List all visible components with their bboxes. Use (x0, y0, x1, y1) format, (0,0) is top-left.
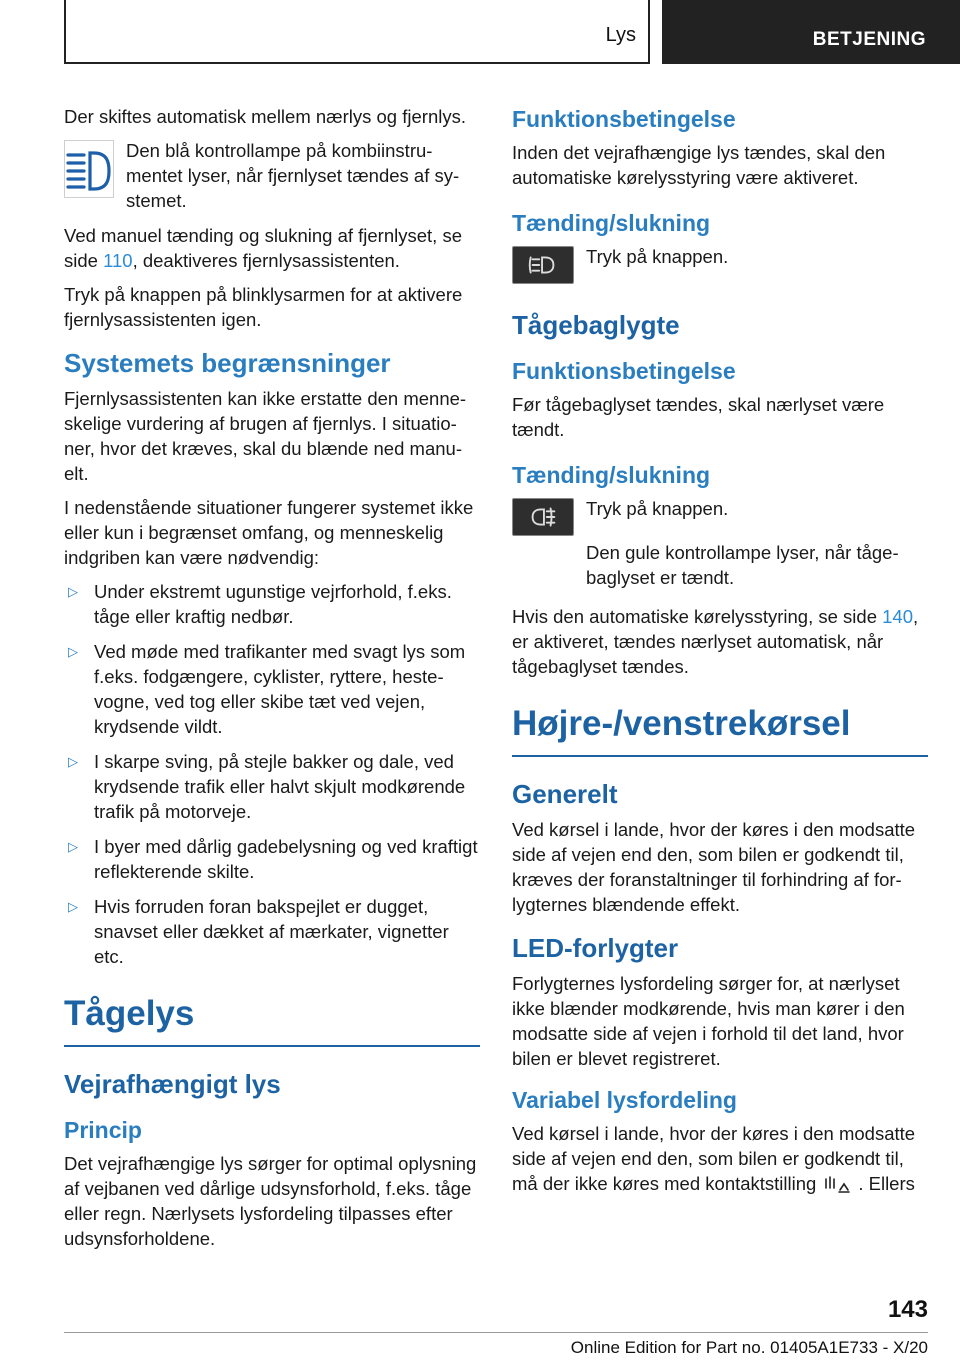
high-beam-note-text: Den blå kontrollampe på kombiinstrumentet lyser, når fjernlyset tændes af systemet. (126, 140, 460, 211)
text-span: , deaktiveres fjernlysassistenten. (132, 250, 400, 271)
triangle-bullet-icon: ▷ (68, 644, 78, 659)
text-span: . Ellers (858, 1173, 915, 1194)
heading-general: Generelt (512, 779, 618, 809)
footer-edition: Online Edition for Part no. 01405A1E733 - X/20 (570, 1338, 928, 1357)
heading-variable-light-distribution: Variabel lysfordeling (512, 1087, 737, 1113)
right-column (512, 104, 928, 1205)
high-beam-indicator-icon (64, 140, 114, 204)
heading-weather-light: Vejrafhængigt lys (64, 1069, 281, 1099)
paragraph (512, 604, 928, 679)
paragraph: Ved kørsel i lande, hvor der køres i den modsatte side af vejen end den, som bilen er godkendt til, kræves der foranstaltninger til forhindring af forlygternes blændende effekt. (512, 819, 916, 915)
heading-function-condition: Funktionsbetingelse (512, 106, 736, 132)
press-button-text: Tryk på knappen. (586, 498, 729, 519)
paragraph: Inden det vejrafhængige lys tændes, skal den automatiske kørelysstyring være aktiveret. (512, 142, 886, 188)
paragraph: Før tågebaglyset tændes, skal nærlyset være tændt. (512, 394, 885, 440)
heading-fog-lights: Tågelys (64, 991, 480, 1047)
paragraph (64, 223, 480, 273)
triangle-bullet-icon: ▷ (68, 584, 78, 599)
paragraph: Der skiftes automatisk mellem nærlys og fjernlys. (64, 106, 466, 127)
list-item (64, 749, 480, 824)
text-span: Ved kørsel i lande, hvor der køres i den modsatte side af vejen end den, som bilen er godkendt til, må der ikke køres med kontaktstilling (512, 1123, 916, 1194)
paragraph: Forlygternes lysfordeling sørger for, at nærlyset ikke blænder modkørende, hvis man kører i den modsatte side af vejen i forhold til det land, hvor bilen er blevet registreret. (512, 973, 905, 1069)
paragraph: Fjernlysassistenten kan ikke erstatte den menneskelige vurdering af brugen af fjernlys. I situationer, hvor det kræves, skal du blænde ned manuelt. (64, 388, 467, 484)
limitations-list (64, 579, 480, 969)
page-link-140[interactable]: 140 (882, 606, 914, 627)
list-item-text: Hvis forruden foran bakspejlet er dugget, snavset eller dækket af mærkater, vignetter etc. (94, 896, 449, 967)
heading-right-left-traffic: Højre-/venstrekørsel (512, 701, 928, 757)
heading-function-condition: Funktionsbetingelse (512, 358, 736, 384)
list-item-text: I skarpe sving, på stejle bakker og dale, ved krydsende trafik eller halvt skjult modkørende trafik på motorveje. (94, 751, 466, 822)
footer-divider (64, 1332, 928, 1333)
paragraph (512, 1121, 928, 1196)
press-button-text: Tryk på knappen. (586, 246, 729, 267)
fog-button-instruction (512, 244, 928, 290)
header-chapter-tab (662, 0, 960, 64)
list-item (64, 894, 480, 969)
text-span: , er aktiveret, tændes nærlyset automatisk, når tågebaglyset tændes. (512, 606, 919, 677)
heading-led-headlights: LED-forlygter (512, 933, 679, 963)
list-item-text: I byer med dårlig gadebelysning og ved kraftigt reflekterende skilte. (94, 836, 478, 882)
text-span: Hvis den automatiske kørelysstyring, se side (512, 606, 883, 627)
triangle-bullet-icon: ▷ (68, 754, 78, 769)
list-item-text: Under ekstremt ugunstige vejrforhold, f.eks. tåge eller kraftig nedbør. (94, 581, 452, 627)
text-span: Ved manuel tænding og slukning af fjernlyset, se side (64, 225, 462, 271)
heading-principle: Princip (64, 1117, 142, 1143)
header-section-title: Lys (605, 24, 636, 46)
paragraph: Tryk på knappen på blinklysarmen for at aktivere fjernlysassistenten igen. (64, 284, 463, 330)
page-number: 143 (887, 1296, 928, 1323)
list-item (64, 834, 480, 884)
high-beam-note (64, 138, 480, 213)
rear-fog-button-instruction (512, 496, 928, 542)
header-chapter-title: BETJENING (812, 29, 926, 50)
left-column (64, 104, 480, 1260)
paragraph: Det vejrafhængige lys sørger for optimal oplysning af vejbanen ved dårlige udsynsforhold, f.eks. tåge eller regn. Nærlysets lysfordeling tilpasses efter udsynsforholdene. (64, 1153, 477, 1249)
triangle-bullet-icon: ▷ (68, 899, 78, 914)
triangle-bullet-icon: ▷ (68, 839, 78, 854)
page-link-110[interactable]: 110 (103, 250, 133, 271)
heading-on-off: Tænding/slukning (512, 462, 711, 488)
list-item-text: Ved møde med trafikanter med svagt lys som f.eks. fodgængere, cyklister, ryttere, hestevogne, ved tog eller skibe tæt ved vejen, krydsende vildt. (94, 641, 466, 737)
list-item (64, 579, 480, 629)
front-fog-light-button-icon[interactable] (512, 246, 574, 290)
paragraph: I nedenstående situationer fungerer systemet ikke eller kun i begrænset omfang, og menneskelig indgriben kan være nødvendig: (64, 497, 474, 568)
heading-on-off: Tænding/slukning (512, 210, 711, 236)
list-item (64, 639, 480, 739)
rear-fog-light-button-icon[interactable] (512, 498, 574, 542)
ignition-position-icon (822, 1174, 852, 1194)
header-left-frame (64, 0, 650, 64)
lamp-note: Den gule kontrollampe lyser, når tågebaglyset er tændt. (586, 542, 899, 588)
heading-rear-fog-light: Tågebaglygte (512, 310, 680, 340)
heading-system-limits: Systemets begrænsninger (64, 348, 391, 378)
